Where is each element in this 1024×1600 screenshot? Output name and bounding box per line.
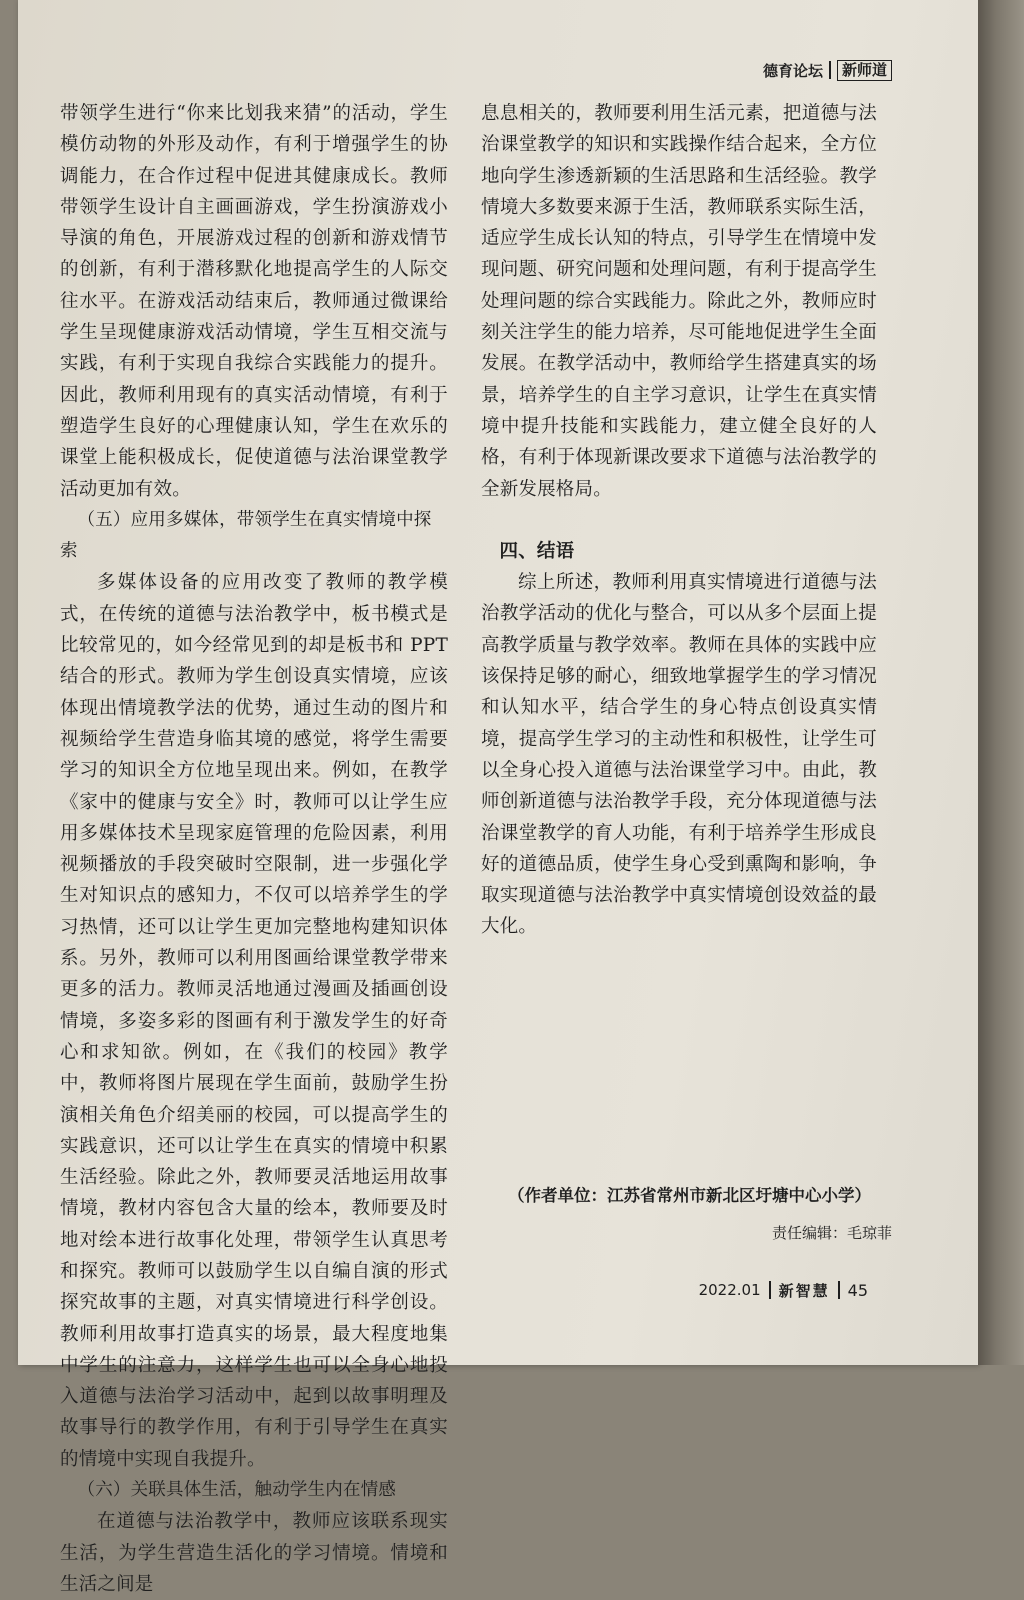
page-number: 45 bbox=[847, 1280, 868, 1300]
magazine-name: 新智慧 bbox=[778, 1281, 830, 1300]
header-divider bbox=[829, 61, 831, 79]
author-affiliation: （作者单位：江苏省常州市新北区圩塘中心小学） bbox=[508, 1186, 871, 1205]
paragraph: 息息相关的，教师要利用生活元素，把道德与法治课堂教学的知识和实践操作结合起来，全方位地向学生渗透新颖的生活思路和生活经验。教学情境大多数要来源于生活，教师联系实际生活，适应学生成长认知的特点，引导学生在情境中发现问题、研究问题和处理问题，有利于提高学生处理问题的综合实践能力。除此之外，教师应时刻关注学生的能力培养，尽可能地促进学生全面发展。在教学活动中，教师给学生搭建真实的场景，培养学生的自主学习意识，让学生在真实情境中提升技能和实践能力，建立健全良好的人格，有利于体现新课改要求下道德与法治教学的全新发展格局。 bbox=[481, 103, 877, 500]
footer-divider bbox=[769, 1281, 771, 1299]
responsible-editor: 责任编辑：毛琼菲 bbox=[771, 1224, 892, 1242]
page-spine-shadow bbox=[978, 0, 1024, 1365]
header-section-name: 新师道 bbox=[837, 60, 892, 81]
section-heading-conclusion: 四、结语 bbox=[499, 540, 575, 562]
page-footer bbox=[699, 1278, 868, 1302]
issue-number: 2022.01 bbox=[698, 1281, 761, 1299]
paragraph: 综上所述，教师利用真实情境进行道德与法治教学活动的优化与整合，可以从多个层面上提高教学质量与教学效率。教师在具体的实践中应该保持足够的耐心，细致地掌握学生的学习情况和认知水平，结合学生的身心特点创设真实情境，提高学生学习的主动性和积极性，让学生可以全身心投入道德与法治课堂学习中。由此，教师创新道德与法治教学手段，充分体现道德与法治课堂教学的育人功能，有利于培养学生形成良好的道德品质，使学生身心受到熏陶和影响，争取实现道德与法治教学中真实情境创设效益的最大化。 bbox=[481, 572, 877, 938]
subheading-six: （六）关联具体生活，触动学生内在情感 bbox=[77, 1480, 397, 1501]
subheading-five: （五）应用多媒体，带领学生在真实情境中探索 bbox=[60, 509, 432, 562]
paragraph: 多媒体设备的应用改变了教师的教学模式，在传统的道德与法治教学中，板书模式是比较常见的，如今经常见到的却是板书和 PPT 结合的形式。教师为学生创设真实情境，应该体现出情境教学法的优势，通过生动的图片和视频给学生营造身临其境的感觉，将学生需要学习的知识全方位地呈现出来。例如，在教学《家中的健康与安全》时，教师可以让学生应用多媒体技术呈现家庭管理的危险因素，利用视频播放的手段突破时空限制，进一步强化学生对知识点的感知力，不仅可以培养学生的学习热情，还可以让学生更加完整地构建知识体系。另外，教师可以利用图画给课堂教学带来更多的活力。教师灵活地通过漫画及插画创设情境，多姿多彩的图画有利于激发学生的好奇心和求知欲。例如，在《我们的校园》教学中，教师将图片展现在学生面前，鼓励学生扮演相关角色介绍美丽的校园，可以提高学生的实践意识，还可以让学生在真实的情境中积累生活经验。除此之外，教师要灵活地运用故事情境，教材内容包含大量的绘本，教师要及时地对绘本进行故事化处理，带领学生认真思考和探究。教师可以鼓励学生以自编自演的形式探究故事的主题，对真实情境进行科学创设。教师利用故事打造真实的场景，最大程度地集中学生的注意力，这样学生也可以全身心地投入道德与法治学习活动中，起到以故事明理及故事导行的教学作用，有利于引导学生在真实的情境中实现自我提升。 bbox=[60, 572, 448, 1470]
header-column-name: 德育论坛 bbox=[762, 61, 823, 80]
right-text-column bbox=[481, 98, 877, 943]
paragraph: 在道德与法治教学中，教师应该联系现实生活，为学生营造生活化的学习情境。情境和生活之间是 bbox=[60, 1511, 448, 1595]
paragraph: 带领学生进行“你来比划我来猜”的活动，学生模仿动物的外形及动作，有利于增强学生的协调能力，在合作过程中促进其健康成长。教师带领学生设计自主画画游戏，学生扮演游戏小导演的角色，开展游戏过程的创新和游戏情节的创新，有利于潜移默化地提高学生的人际交往水平。在游戏活动结束后，教师通过微课给学生呈现健康游戏活动情境，学生互相交流与实践，有利于实现自我综合实践能力的提升。因此，教师利用现有的真实活动情境，有利于塑造学生良好的心理健康认知，学生在欢乐的课堂上能积极成长，促使道德与法治课堂教学活动更加有效。 bbox=[60, 103, 448, 500]
left-text-column bbox=[60, 98, 448, 1600]
running-header bbox=[763, 58, 892, 82]
footer-divider bbox=[838, 1281, 840, 1299]
